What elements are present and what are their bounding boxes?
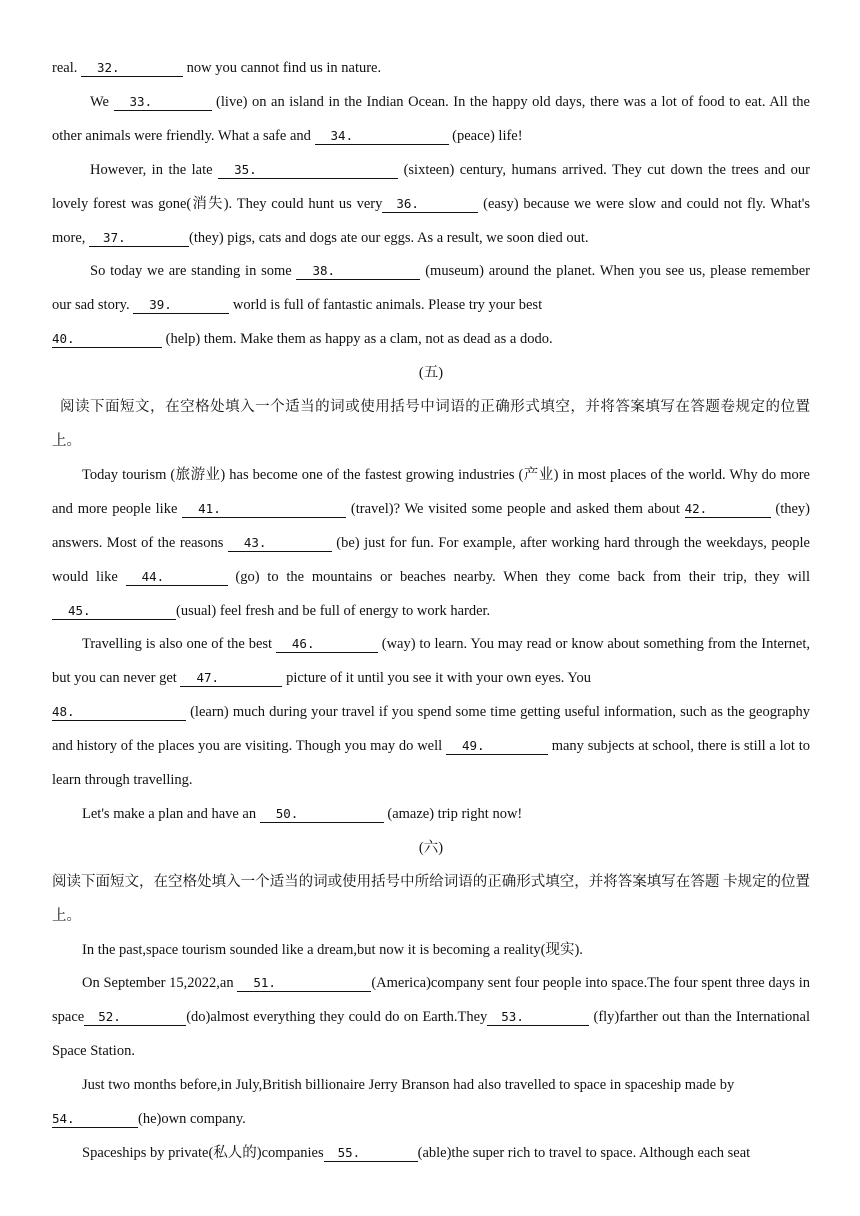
answer-blank-48[interactable]: 48. (52, 704, 186, 721)
answer-blank-49[interactable]: 49. (446, 738, 548, 755)
section5-instructions: 阅读下面短文，在空格处填入一个适当的词或使用括号中词语的正确形式填空，并将答案填写在答题卷规定的位置上。 (52, 399, 810, 449)
section5-paragraph-3: Let's make a plan and have an 50. (amaze) trip right now! (82, 805, 523, 822)
section5-paragraph-1: Today tourism (旅游业) has become one of the fastest growing industries (产业) in most places of the world. Why do more and more people like 41. (travel)? We visited some people and asked them about 42. (they) answers. Most of the reasons 43. (be) just for fun. For example, after working hard through the weekdays, people would like 44. (go) to the mountains or beaches nearby. When they come back from their trip, they will 45. (usual) feel fresh and be full of energy to work harder. (52, 466, 810, 619)
passage4-paragraph-0: real. 32. now you cannot find us in nature. (52, 60, 382, 76)
answer-blank-43[interactable]: 43. (228, 535, 332, 552)
answer-blank-35[interactable]: 35. (218, 162, 398, 179)
answer-blank-41[interactable]: 41. (182, 501, 346, 518)
answer-blank-44[interactable]: 44. (126, 569, 228, 586)
section6-paragraph-3: Just two months before,in July,British billionaire Jerry Branson had also travelled to space in spaceship made by 54. (he)own company. (52, 1077, 735, 1128)
answer-blank-52[interactable]: 52. (84, 1009, 186, 1026)
section6-instructions: 阅读下面短文，在空格处填入一个适当的词或使用括号中所给词语的正确形式填空，并将答案填写在答题 卡规定的位置上。 (52, 873, 810, 924)
answer-blank-54[interactable]: 54. (52, 1111, 138, 1128)
document-page (52, 52, 810, 1171)
section6-paragraph-4: Spaceships by private(私人的)companies 55. (able)the super rich to travel to space. Although each seat (82, 1145, 751, 1161)
answer-blank-47[interactable]: 47. (180, 670, 282, 687)
answer-blank-53[interactable]: 53. (487, 1009, 589, 1026)
answer-blank-37[interactable]: 37. (89, 230, 189, 247)
answer-blank-42[interactable]: 42. (685, 501, 771, 518)
answer-blank-33[interactable]: 33. (114, 94, 212, 111)
section-heading-5: (五) (418, 365, 444, 382)
answer-blank-50[interactable]: 50. (260, 806, 384, 823)
passage4-paragraph-2: However, in the late 35. (sixteen) century, humans arrived. They cut down the trees and our lovely forest was gone(消失). They could hunt us very 36. (easy) because we were slow and could not fly. What's more, 37. (they) pigs, cats and dogs ate our eggs. As a result, we soon died out. (52, 161, 811, 246)
section6-paragraph-1: In the past,space tourism sounded like a dream,but now it is becoming a reality(现实). (82, 941, 583, 958)
answer-blank-34[interactable]: 34. (315, 128, 449, 145)
section5-paragraph-2: Travelling is also one of the best 46. (way) to learn. You may read or know about something from the Internet, but you can never get 47. picture of it until you see it with your own eyes. You 48. (learn) much during your travel if you spend some time getting useful information, such as the geography and history of the places you are visiting. Though you may do well 49. many subjects at school, there is still a lot to learn through travelling. (52, 636, 810, 789)
section6-paragraph-2: On September 15,2022,an 51. (America)company sent four people into space.The four spent three days in space 52. (do)almost everything they could do on Earth.They 53. (fly)farther out than the International Space Station. (52, 975, 811, 1060)
answer-blank-32[interactable]: 32. (81, 60, 183, 77)
passage4-paragraph-3: So today we are standing in some 38. (museum) around the planet. When you see us, please remember our sad story. 39. world is full of fantastic animals. Please try your best 40. (help) them. Make them as happy as a clam, not as dead as a dodo. (52, 263, 810, 348)
passage4-paragraph-1: We 33. (live) on an island in the Indian Ocean. In the happy old days, there was a lot of food to eat. All the other animals were friendly. What a safe and 34. (peace) life! (52, 93, 810, 144)
section-heading-6: (六) (418, 839, 444, 856)
answer-blank-55[interactable]: 55. (324, 1145, 418, 1162)
answer-blank-51[interactable]: 51. (237, 975, 371, 992)
answer-blank-36[interactable]: 36. (382, 196, 478, 213)
answer-blank-46[interactable]: 46. (276, 636, 378, 653)
answer-blank-39[interactable]: 39. (133, 297, 229, 314)
answer-blank-40[interactable]: 40. (52, 331, 162, 348)
answer-blank-38[interactable]: 38. (296, 263, 420, 280)
answer-blank-45[interactable]: 45. (52, 603, 176, 620)
